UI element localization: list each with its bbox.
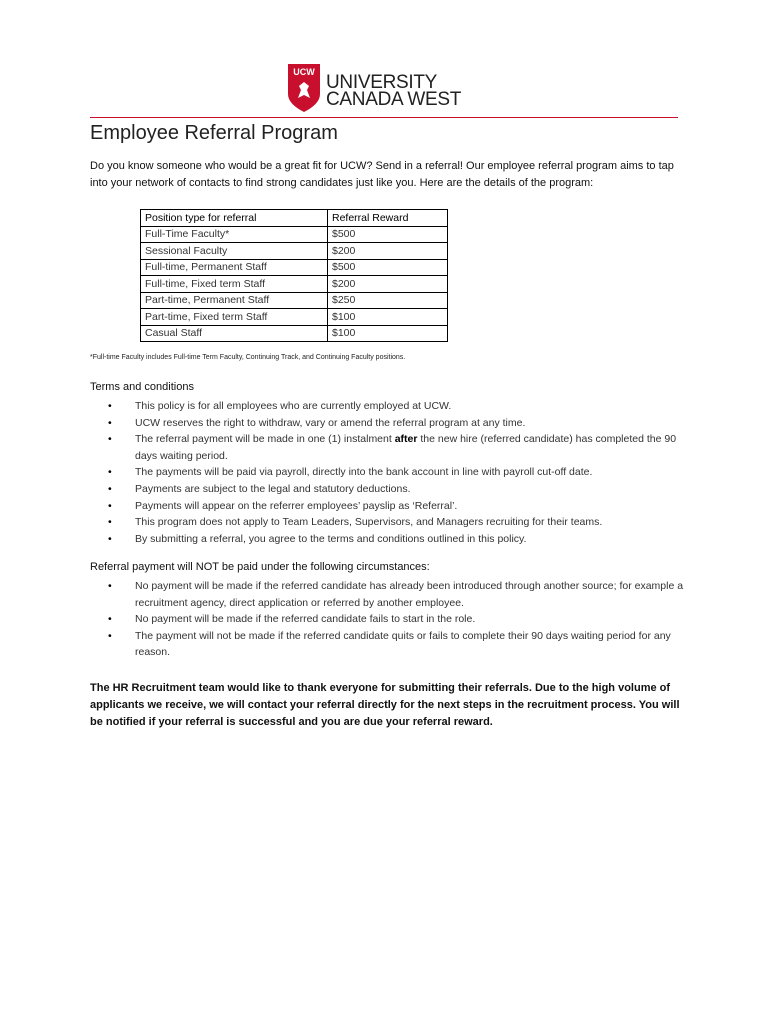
- header-referral-reward: Referral Reward: [328, 210, 448, 227]
- reward-cell: $100: [328, 309, 448, 326]
- reward-cell: $100: [328, 325, 448, 342]
- ucw-shield-icon: [288, 64, 320, 112]
- payment-text-emphasis: after: [394, 433, 418, 446]
- position-cell: Part-time, Fixed term Staff: [141, 309, 328, 326]
- table-row: [141, 325, 448, 342]
- table-row: [141, 292, 448, 309]
- list-item: • This policy is for all employees who are currently employed at UCW.: [108, 398, 688, 415]
- list-item: [108, 431, 688, 464]
- table-row: [141, 259, 448, 276]
- list-item: • Payments are subject to the legal and statutory deductions.: [108, 481, 688, 498]
- logo-badge-text: UCW: [293, 67, 315, 77]
- closing-paragraph: The HR Recruitment team would like to thank everyone for submitting their referrals. Due to the high volume of applicants we receive, we will contact your referral directly for the next steps in the recruitment process. You will be notified if your referral is successful and you are due your referral reward.: [90, 682, 680, 728]
- position-cell: Full-time, Fixed term Staff: [141, 276, 328, 293]
- table-footnote: *Full-time Faculty includes Full-time Term Faculty, Continuing Track, and Continuing Faculty positions.: [90, 354, 406, 361]
- reward-cell: $500: [328, 259, 448, 276]
- list-item: • UCW reserves the right to withdraw, vary or amend the referral program at any time.: [108, 415, 688, 432]
- header-divider: [90, 117, 678, 118]
- logo-line-2: CANADA WEST: [326, 89, 461, 110]
- table-row: [141, 243, 448, 260]
- referral-reward-table: [140, 209, 448, 342]
- list-item: • No payment will be made if the referred candidate fails to start in the role.: [108, 611, 688, 628]
- list-item: • The payment will not be made if the referred candidate quits or fails to complete their 90 days waiting period for any reason.: [108, 628, 688, 661]
- reward-cell: $200: [328, 276, 448, 293]
- header-position-type: Position type for referral: [141, 210, 328, 227]
- reward-cell: $250: [328, 292, 448, 309]
- list-item: • Payments will appear on the referrer employees’ payslip as ‘Referral’.: [108, 498, 688, 515]
- not-paid-heading: Referral payment will NOT be paid under the following circumstances:: [90, 561, 430, 573]
- list-item: • This program does not apply to Team Leaders, Supervisors, and Managers recruiting for their teams.: [108, 514, 688, 531]
- position-cell: Full-time, Permanent Staff: [141, 259, 328, 276]
- list-item: • The payments will be paid via payroll, directly into the bank account in line with payroll cut-off date.: [108, 464, 688, 481]
- payment-text-before: The referral payment will be made in one (1) instalment: [135, 433, 395, 446]
- position-cell: Sessional Faculty: [141, 243, 328, 260]
- not-paid-list: [108, 578, 688, 661]
- terms-heading: Terms and conditions: [90, 381, 194, 393]
- position-cell: Casual Staff: [141, 325, 328, 342]
- intro-paragraph: Do you know someone who would be a great fit for UCW? Send in a referral! Our employee referral program aims to tap into your network of contacts to find strong candidates just like you. Here are the details of the program:: [90, 160, 674, 189]
- table-row: [141, 226, 448, 243]
- table-row: [141, 276, 448, 293]
- logo-wordmark: [326, 74, 461, 108]
- position-cell: Full-Time Faculty*: [141, 226, 328, 243]
- position-cell: Part-time, Permanent Staff: [141, 292, 328, 309]
- logo-line-1: UNIVERSITY: [326, 72, 438, 93]
- reward-cell: $500: [328, 226, 448, 243]
- table-row: [141, 309, 448, 326]
- list-item: • By submitting a referral, you agree to the terms and conditions outlined in this policy.: [108, 531, 688, 548]
- table-header-row: [141, 210, 448, 227]
- list-item: • No payment will be made if the referred candidate has already been introduced through another source; for example a recruitment agency, direct application or referred by another employee.: [108, 578, 688, 611]
- payment-text-after: the new hire (referred candidate) has completed the 90 days waiting period.: [135, 433, 677, 462]
- page-title: Employee Referral Program: [90, 122, 338, 144]
- reward-cell: $200: [328, 243, 448, 260]
- terms-list: [108, 398, 688, 547]
